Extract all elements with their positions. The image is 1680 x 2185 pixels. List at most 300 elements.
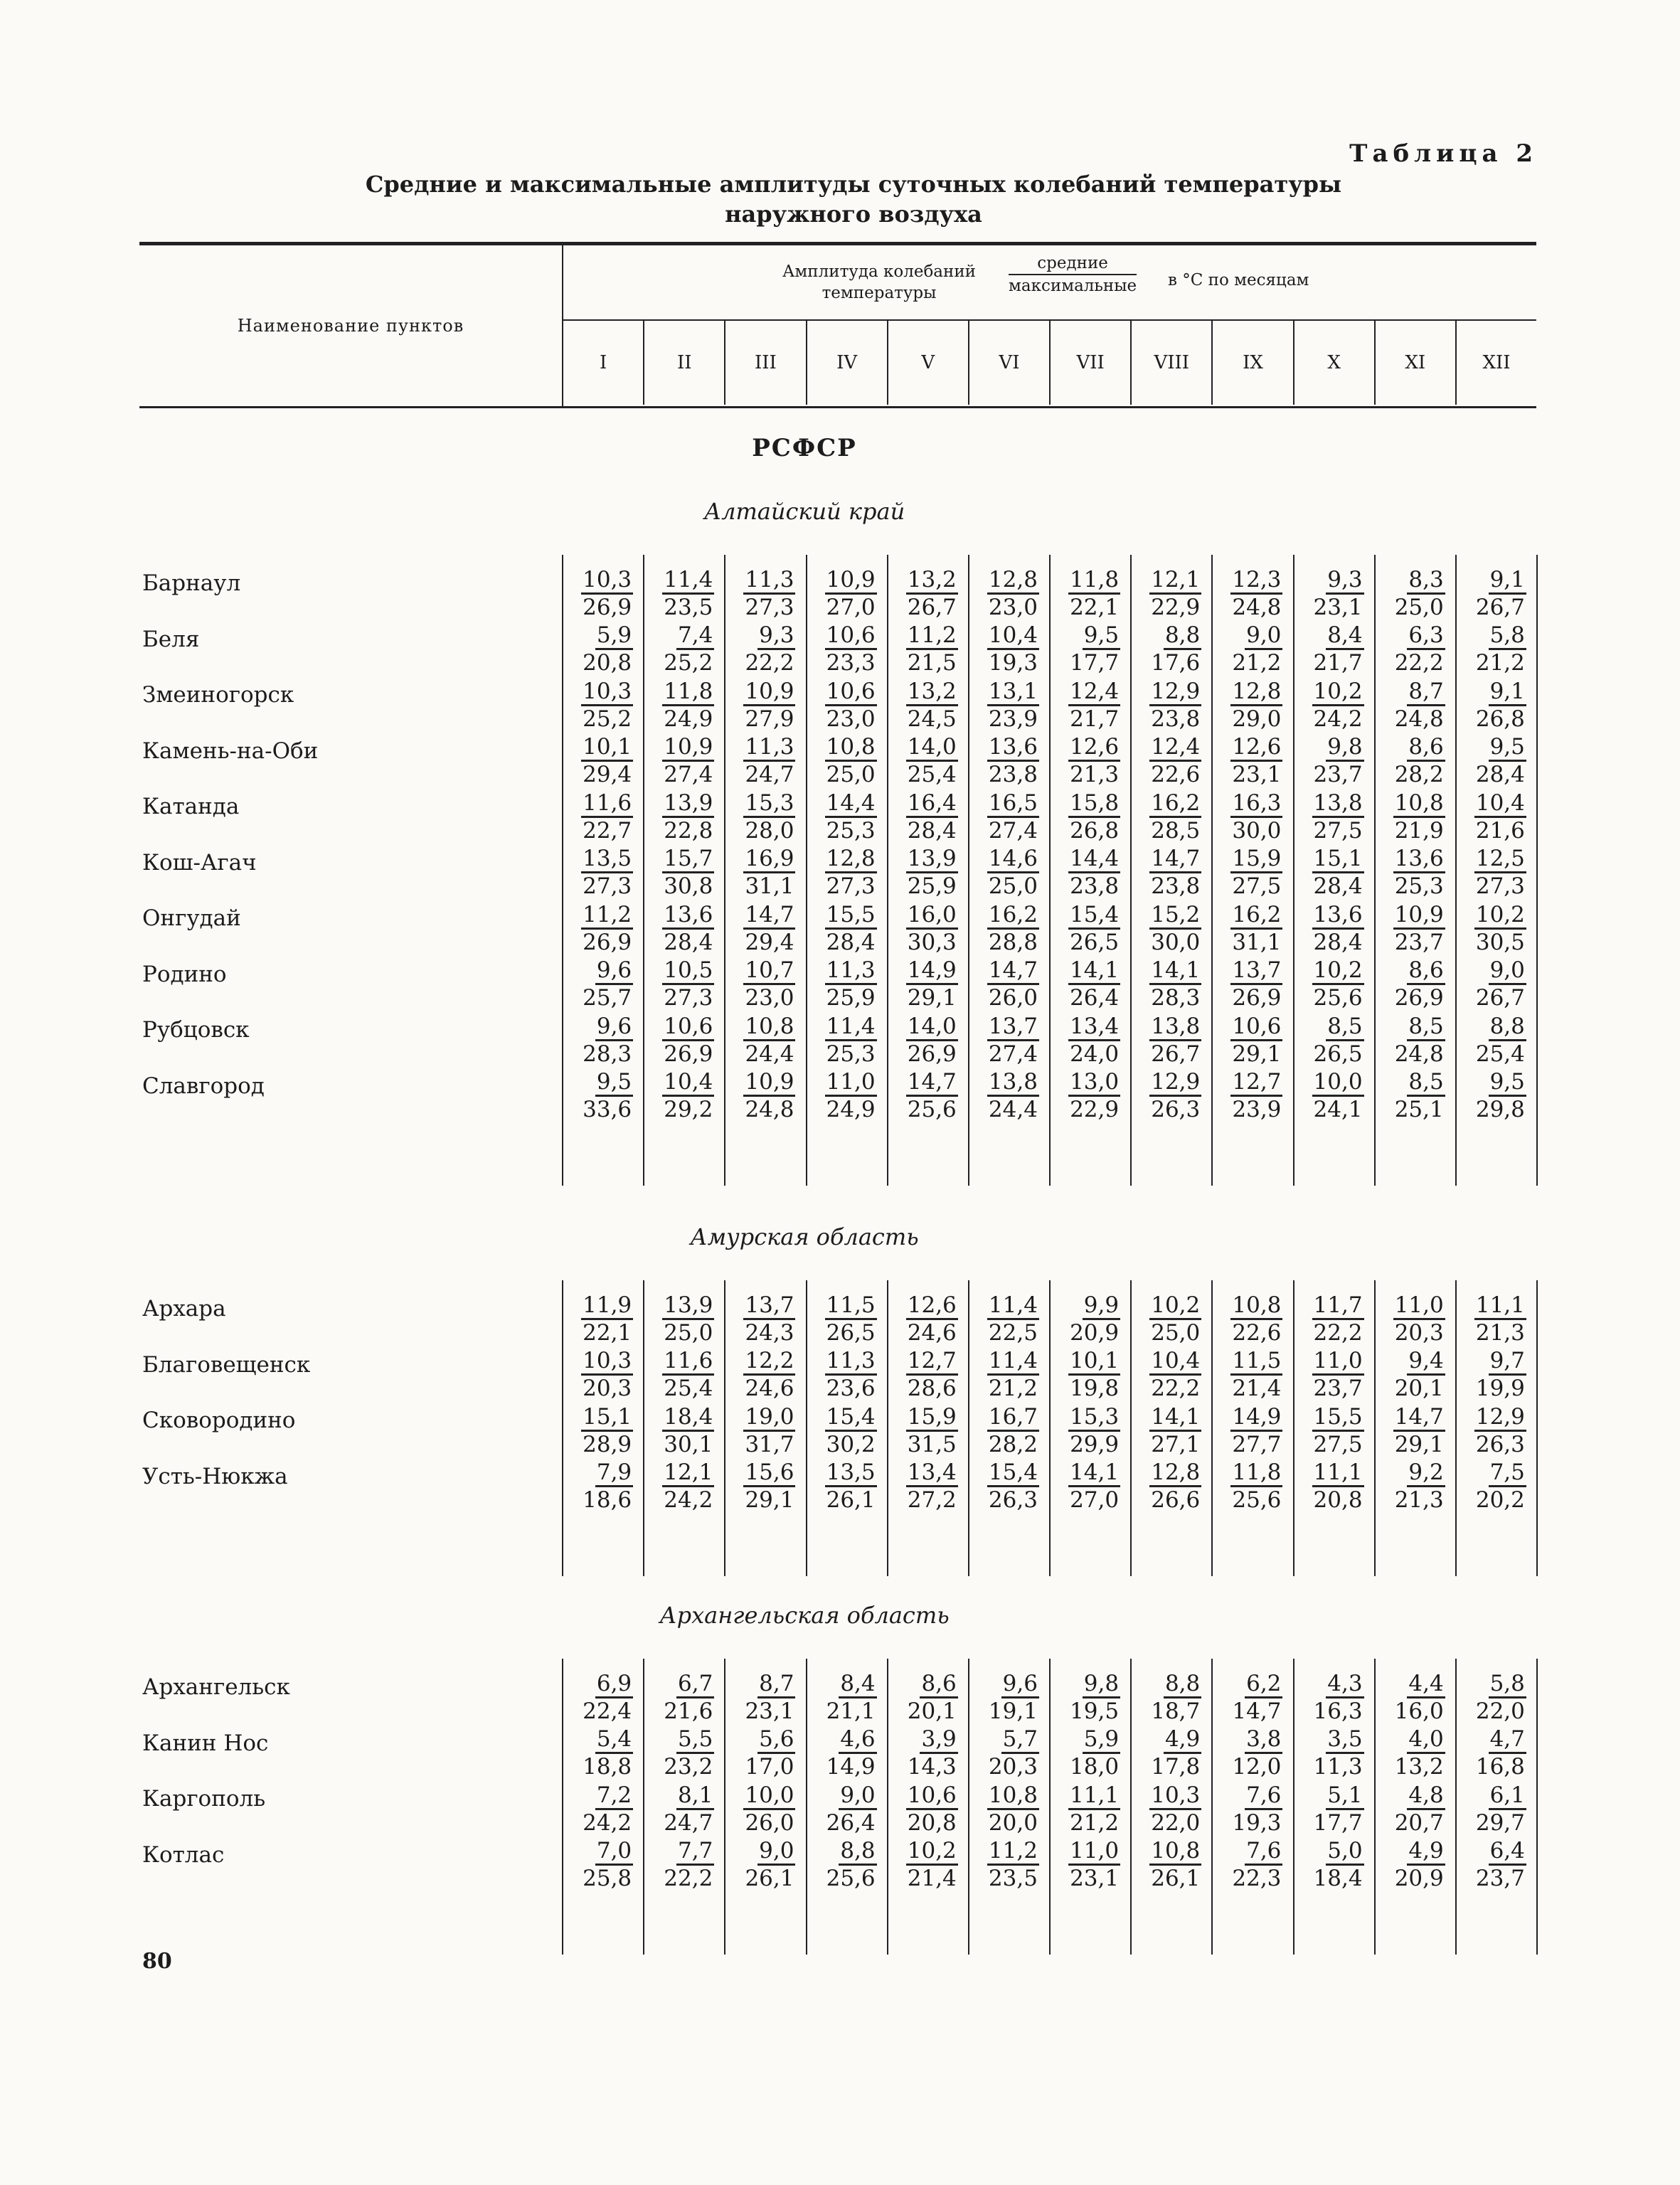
value-cell [1049,1670,1130,1698]
value-text: 8,8 [1164,1671,1201,1698]
month-header-cell: I [563,321,644,405]
value-text: 21,2 [1232,650,1282,676]
station-name: Каргополь [142,1786,266,1812]
value-text: 21,3 [1070,762,1120,788]
value-text: 25,3 [1394,873,1444,900]
value-text: 6,1 [1489,1782,1526,1810]
value-cell [968,1698,1049,1726]
value-text: 26,0 [745,1809,794,1836]
value-cell [805,566,886,594]
value-cell [1292,1459,1373,1487]
station-name: Катанда [142,794,240,819]
value-text: 20,8 [583,650,632,676]
value-text: 12,9 [1149,1069,1201,1097]
max-row [562,706,1536,733]
value-cell [1211,957,1292,984]
value-cell [1292,901,1373,929]
value-cell [1211,1670,1292,1698]
value-text: 17,7 [1070,650,1120,676]
value-text: 31,5 [907,1431,957,1457]
value-text: 8,6 [920,1671,957,1698]
value-cell [968,957,1049,984]
value-text: 19,3 [1232,1809,1282,1836]
value-cell [1130,1068,1211,1096]
value-text: 9,5 [1489,1069,1526,1097]
value-cell [562,1319,643,1347]
value-text: 13,2 [906,679,958,706]
value-cell [1130,957,1211,984]
value-text: 27,3 [583,873,632,900]
value-text: 15,4 [1068,902,1120,930]
value-cell [643,1459,724,1487]
value-cell [562,901,643,929]
value-text: 26,5 [826,1319,876,1346]
value-text: 24,9 [826,1097,876,1123]
value-cell [562,733,643,761]
value-text: 12,1 [662,1460,714,1487]
value-cell [1130,1753,1211,1781]
value-cell [1374,622,1455,649]
title-line-1: Средние и максимальные амплитуды суточных колебаний температуры [365,171,1342,198]
value-text: 10,3 [581,1348,633,1376]
value-cell [1130,1837,1211,1865]
value-text: 11,3 [1313,1754,1363,1780]
value-cell [643,1753,724,1781]
value-cell [643,761,724,789]
column-rule [1536,1659,1538,1955]
value-cell [1374,1459,1455,1487]
value-cell [805,873,886,900]
value-cell [805,901,886,929]
region-value-grid [562,1659,1536,1955]
value-cell [1374,761,1455,789]
amplitude-units: в °С по месяцам [1168,271,1309,289]
value-cell [1211,761,1292,789]
fraction-numerator: средние [1009,252,1137,275]
value-text: 9,9 [1083,1292,1120,1320]
value-text: 16,4 [906,790,958,818]
value-cell [968,1041,1049,1068]
value-cell [562,1487,643,1514]
value-cell [805,1068,886,1096]
value-cell [562,678,643,706]
amplitude-label-line-2: температуры [822,284,937,302]
value-text: 15,4 [987,1460,1039,1487]
value-cell [1211,733,1292,761]
value-text: 25,0 [1394,594,1444,620]
value-cell [1292,1319,1373,1347]
value-text: 12,4 [1068,679,1120,706]
value-cell [1130,1347,1211,1375]
value-text: 6,4 [1489,1838,1526,1866]
value-text: 28,4 [1475,762,1525,788]
value-text: 20,9 [1070,1319,1120,1346]
value-cell [1455,957,1536,984]
value-cell [724,1096,805,1124]
value-cell [887,733,968,761]
value-cell [1130,1670,1211,1698]
value-cell [887,845,968,873]
value-cell [562,594,643,622]
value-text: 24,2 [1313,706,1363,732]
value-text: 27,9 [745,706,794,732]
value-cell [724,845,805,873]
region-title-text: Архангельская область [659,1602,950,1629]
value-text: 9,3 [1326,567,1363,595]
value-text: 16,2 [987,902,1039,930]
value-text: 20,3 [988,1754,1038,1780]
value-text: 21,2 [1475,650,1525,676]
mean-row [562,1292,1536,1319]
value-text: 10,4 [987,622,1039,650]
value-cell [1374,566,1455,594]
value-text: 21,7 [1313,650,1363,676]
value-cell [1049,761,1130,789]
value-cell [1049,929,1130,957]
station-name: Рубцовск [142,1017,250,1043]
value-text: 19,1 [988,1698,1038,1724]
value-cell [1374,1319,1455,1347]
value-cell [1455,984,1536,1012]
region-title [0,498,1680,525]
value-cell [968,649,1049,677]
value-text: 19,5 [1070,1698,1120,1724]
value-cell [643,1837,724,1865]
mean-row [562,1013,1536,1041]
value-cell [887,1375,968,1403]
value-cell [1211,1726,1292,1753]
station-name: Канин Нос [142,1730,269,1756]
value-cell [1130,733,1211,761]
value-text: 14,4 [825,790,877,818]
value-cell [1130,1292,1211,1319]
value-text: 22,2 [664,1866,713,1892]
value-text: 15,1 [1312,846,1364,873]
value-cell [1374,1431,1455,1459]
value-cell [805,1041,886,1068]
value-cell [887,1096,968,1124]
value-text: 11,5 [1230,1348,1282,1376]
value-cell [1292,1041,1373,1068]
value-text: 29,1 [1232,1041,1282,1067]
mean-row [562,1782,1536,1809]
value-cell [643,1013,724,1041]
value-text: 4,8 [1407,1782,1445,1810]
value-text: 4,4 [1407,1671,1445,1698]
value-text: 15,6 [743,1460,795,1487]
value-cell [1455,1431,1536,1459]
value-text: 5,5 [676,1726,714,1754]
value-cell [887,706,968,733]
value-text: 5,8 [1489,1671,1526,1698]
value-text: 19,8 [1070,1376,1120,1402]
value-cell [1455,1096,1536,1124]
value-cell [1130,594,1211,622]
value-cell [1049,1698,1130,1726]
value-cell [1049,1782,1130,1809]
value-text: 26,1 [1151,1866,1201,1892]
value-text: 28,4 [907,817,957,844]
value-cell [643,873,724,900]
value-text: 18,4 [662,1404,714,1432]
value-cell [887,1698,968,1726]
value-text: 20,7 [1394,1809,1444,1836]
value-cell [1374,1375,1455,1403]
value-cell [887,1292,968,1319]
value-cell [805,622,886,649]
value-cell [643,1670,724,1698]
value-text: 30,1 [664,1431,713,1457]
value-cell [1211,1782,1292,1809]
value-text: 21,2 [1070,1809,1120,1836]
value-text: 10,6 [906,1782,958,1810]
value-text: 11,2 [987,1838,1039,1866]
mean-row [562,845,1536,873]
value-cell [1374,1670,1455,1698]
column-rule [1536,1280,1538,1576]
value-text: 20,2 [1475,1487,1525,1514]
value-cell [805,594,886,622]
value-cell [887,1459,968,1487]
value-cell [643,1403,724,1431]
value-cell [1049,706,1130,733]
value-text: 6,3 [1407,622,1445,650]
value-cell [643,957,724,984]
value-text: 23,5 [988,1866,1038,1892]
value-cell [643,1292,724,1319]
value-text: 9,8 [1083,1671,1120,1698]
value-text: 12,6 [1230,734,1282,762]
value-text: 10,6 [825,622,877,650]
value-text: 8,8 [1489,1014,1526,1041]
value-text: 13,8 [1149,1014,1201,1041]
value-text: 13,6 [987,734,1039,762]
value-cell [1211,594,1292,622]
station-name: Усть-Нюкжа [142,1463,288,1489]
value-text: 22,4 [583,1698,632,1724]
title-line-2: наружного воздуха [725,201,982,228]
station-name: Барнаул [142,570,241,596]
value-cell [968,1375,1049,1403]
value-text: 18,8 [583,1754,632,1780]
value-text: 10,2 [1312,957,1364,985]
value-cell [805,1013,886,1041]
value-text: 12,5 [1474,846,1526,873]
value-text: 11,4 [825,1014,877,1041]
mean-row [562,678,1536,706]
value-cell [887,1837,968,1865]
value-cell [1455,790,1536,817]
value-cell [1211,1292,1292,1319]
value-cell [805,1459,886,1487]
value-cell [1130,929,1211,957]
value-cell [1292,594,1373,622]
value-text: 22,0 [1151,1809,1201,1836]
value-cell [1130,1431,1211,1459]
value-cell [805,1096,886,1124]
value-text: 27,5 [1232,873,1282,900]
value-text: 7,6 [1245,1838,1282,1866]
value-text: 20,8 [907,1809,957,1836]
value-text: 9,3 [757,622,795,650]
value-cell [1049,817,1130,845]
value-cell [1455,1726,1536,1753]
value-cell [887,873,968,900]
value-text: 16,5 [987,790,1039,818]
value-text: 10,5 [662,957,714,985]
value-text: 25,3 [826,1041,876,1067]
value-text: 10,6 [662,1014,714,1041]
value-cell [1292,1403,1373,1431]
value-cell [1211,1431,1292,1459]
value-text: 29,4 [745,929,794,955]
value-text: 17,0 [745,1754,794,1780]
value-cell [1374,845,1455,873]
value-cell [1455,1459,1536,1487]
value-text: 23,1 [1313,594,1363,620]
value-cell [1374,790,1455,817]
value-text: 14,1 [1068,957,1120,985]
value-text: 26,4 [826,1809,876,1836]
value-cell [1374,1096,1455,1124]
value-cell [1049,678,1130,706]
value-cell [1374,1698,1455,1726]
value-cell [562,984,643,1012]
value-cell [1130,1865,1211,1893]
value-cell [1292,1726,1373,1753]
value-text: 10,9 [1393,902,1445,930]
value-cell [887,957,968,984]
value-cell [562,1068,643,1096]
value-text: 12,6 [1068,734,1120,762]
station-name: Родино [142,961,227,987]
value-text: 29,0 [1232,706,1282,732]
value-cell [805,1865,886,1893]
value-text: 24,6 [745,1376,794,1402]
value-cell [1130,566,1211,594]
value-text: 13,8 [987,1069,1039,1097]
value-cell [1211,1865,1292,1893]
value-text: 11,8 [1068,567,1120,595]
value-cell [1130,649,1211,677]
mean-row [562,733,1536,761]
value-cell [1455,1041,1536,1068]
value-text: 9,0 [1489,957,1526,985]
value-cell [1292,1670,1373,1698]
value-cell [1211,817,1292,845]
mean-row [562,1068,1536,1096]
value-text: 17,7 [1313,1809,1363,1836]
value-cell [1211,678,1292,706]
value-text: 16,8 [1475,1754,1525,1780]
mean-row [562,566,1536,594]
value-text: 29,1 [745,1487,794,1514]
value-text: 24,8 [745,1097,794,1123]
value-cell [1455,1809,1536,1837]
value-text: 23,8 [1151,873,1201,900]
mean-row [562,1670,1536,1698]
value-cell [1130,790,1211,817]
value-cell [643,929,724,957]
value-text: 25,1 [1394,1097,1444,1123]
value-cell [643,790,724,817]
value-cell [724,566,805,594]
value-text: 23,5 [664,594,713,620]
value-cell [1455,1837,1536,1865]
value-cell [887,1319,968,1347]
value-cell [562,1698,643,1726]
max-row [562,873,1536,900]
value-text: 26,0 [988,985,1038,1011]
value-cell [724,929,805,957]
value-cell [1374,733,1455,761]
value-cell [562,1753,643,1781]
value-cell [805,1837,886,1865]
value-cell [887,1347,968,1375]
value-cell [643,1782,724,1809]
value-text: 22,1 [583,1319,632,1346]
value-text: 27,3 [664,985,713,1011]
value-text: 24,7 [745,762,794,788]
month-header-cell: VII [1051,321,1132,405]
station-name: Котлас [142,1841,225,1868]
value-cell [1292,1347,1373,1375]
value-cell [643,1726,724,1753]
value-text: 25,6 [1232,1487,1282,1514]
value-cell [724,901,805,929]
value-cell [1211,1809,1292,1837]
value-text: 25,8 [583,1866,632,1892]
value-cell [1130,1782,1211,1809]
value-text: 26,5 [1070,929,1120,955]
value-cell [562,817,643,845]
value-cell [1292,817,1373,845]
value-cell [1211,901,1292,929]
value-cell [724,1670,805,1698]
value-text: 14,0 [906,1014,958,1041]
value-cell [1049,1319,1130,1347]
value-text: 12,8 [987,567,1039,595]
value-text: 10,9 [825,567,877,595]
value-text: 27,3 [745,594,794,620]
value-text: 24,5 [907,706,957,732]
value-cell [1455,817,1536,845]
value-text: 11,8 [662,679,714,706]
value-cell [805,845,886,873]
value-text: 10,4 [662,1069,714,1097]
value-text: 14,7 [906,1069,958,1097]
value-text: 11,2 [581,902,633,930]
value-text: 10,2 [1312,679,1364,706]
name-column-header: Наименование пунктов [237,316,464,336]
value-cell [887,761,968,789]
value-cell [724,1319,805,1347]
value-text: 29,2 [664,1097,713,1123]
value-text: 3,9 [920,1726,957,1754]
value-text: 28,9 [583,1431,632,1457]
value-text: 9,5 [1083,622,1120,650]
value-cell [643,1347,724,1375]
value-cell [724,873,805,900]
value-cell [1211,1753,1292,1781]
value-cell [1374,1292,1455,1319]
value-text: 26,4 [1070,985,1120,1011]
value-cell [724,790,805,817]
value-text: 13,5 [825,1460,877,1487]
value-text: 28,4 [664,929,713,955]
value-text: 28,4 [826,929,876,955]
value-text: 9,0 [757,1838,795,1866]
